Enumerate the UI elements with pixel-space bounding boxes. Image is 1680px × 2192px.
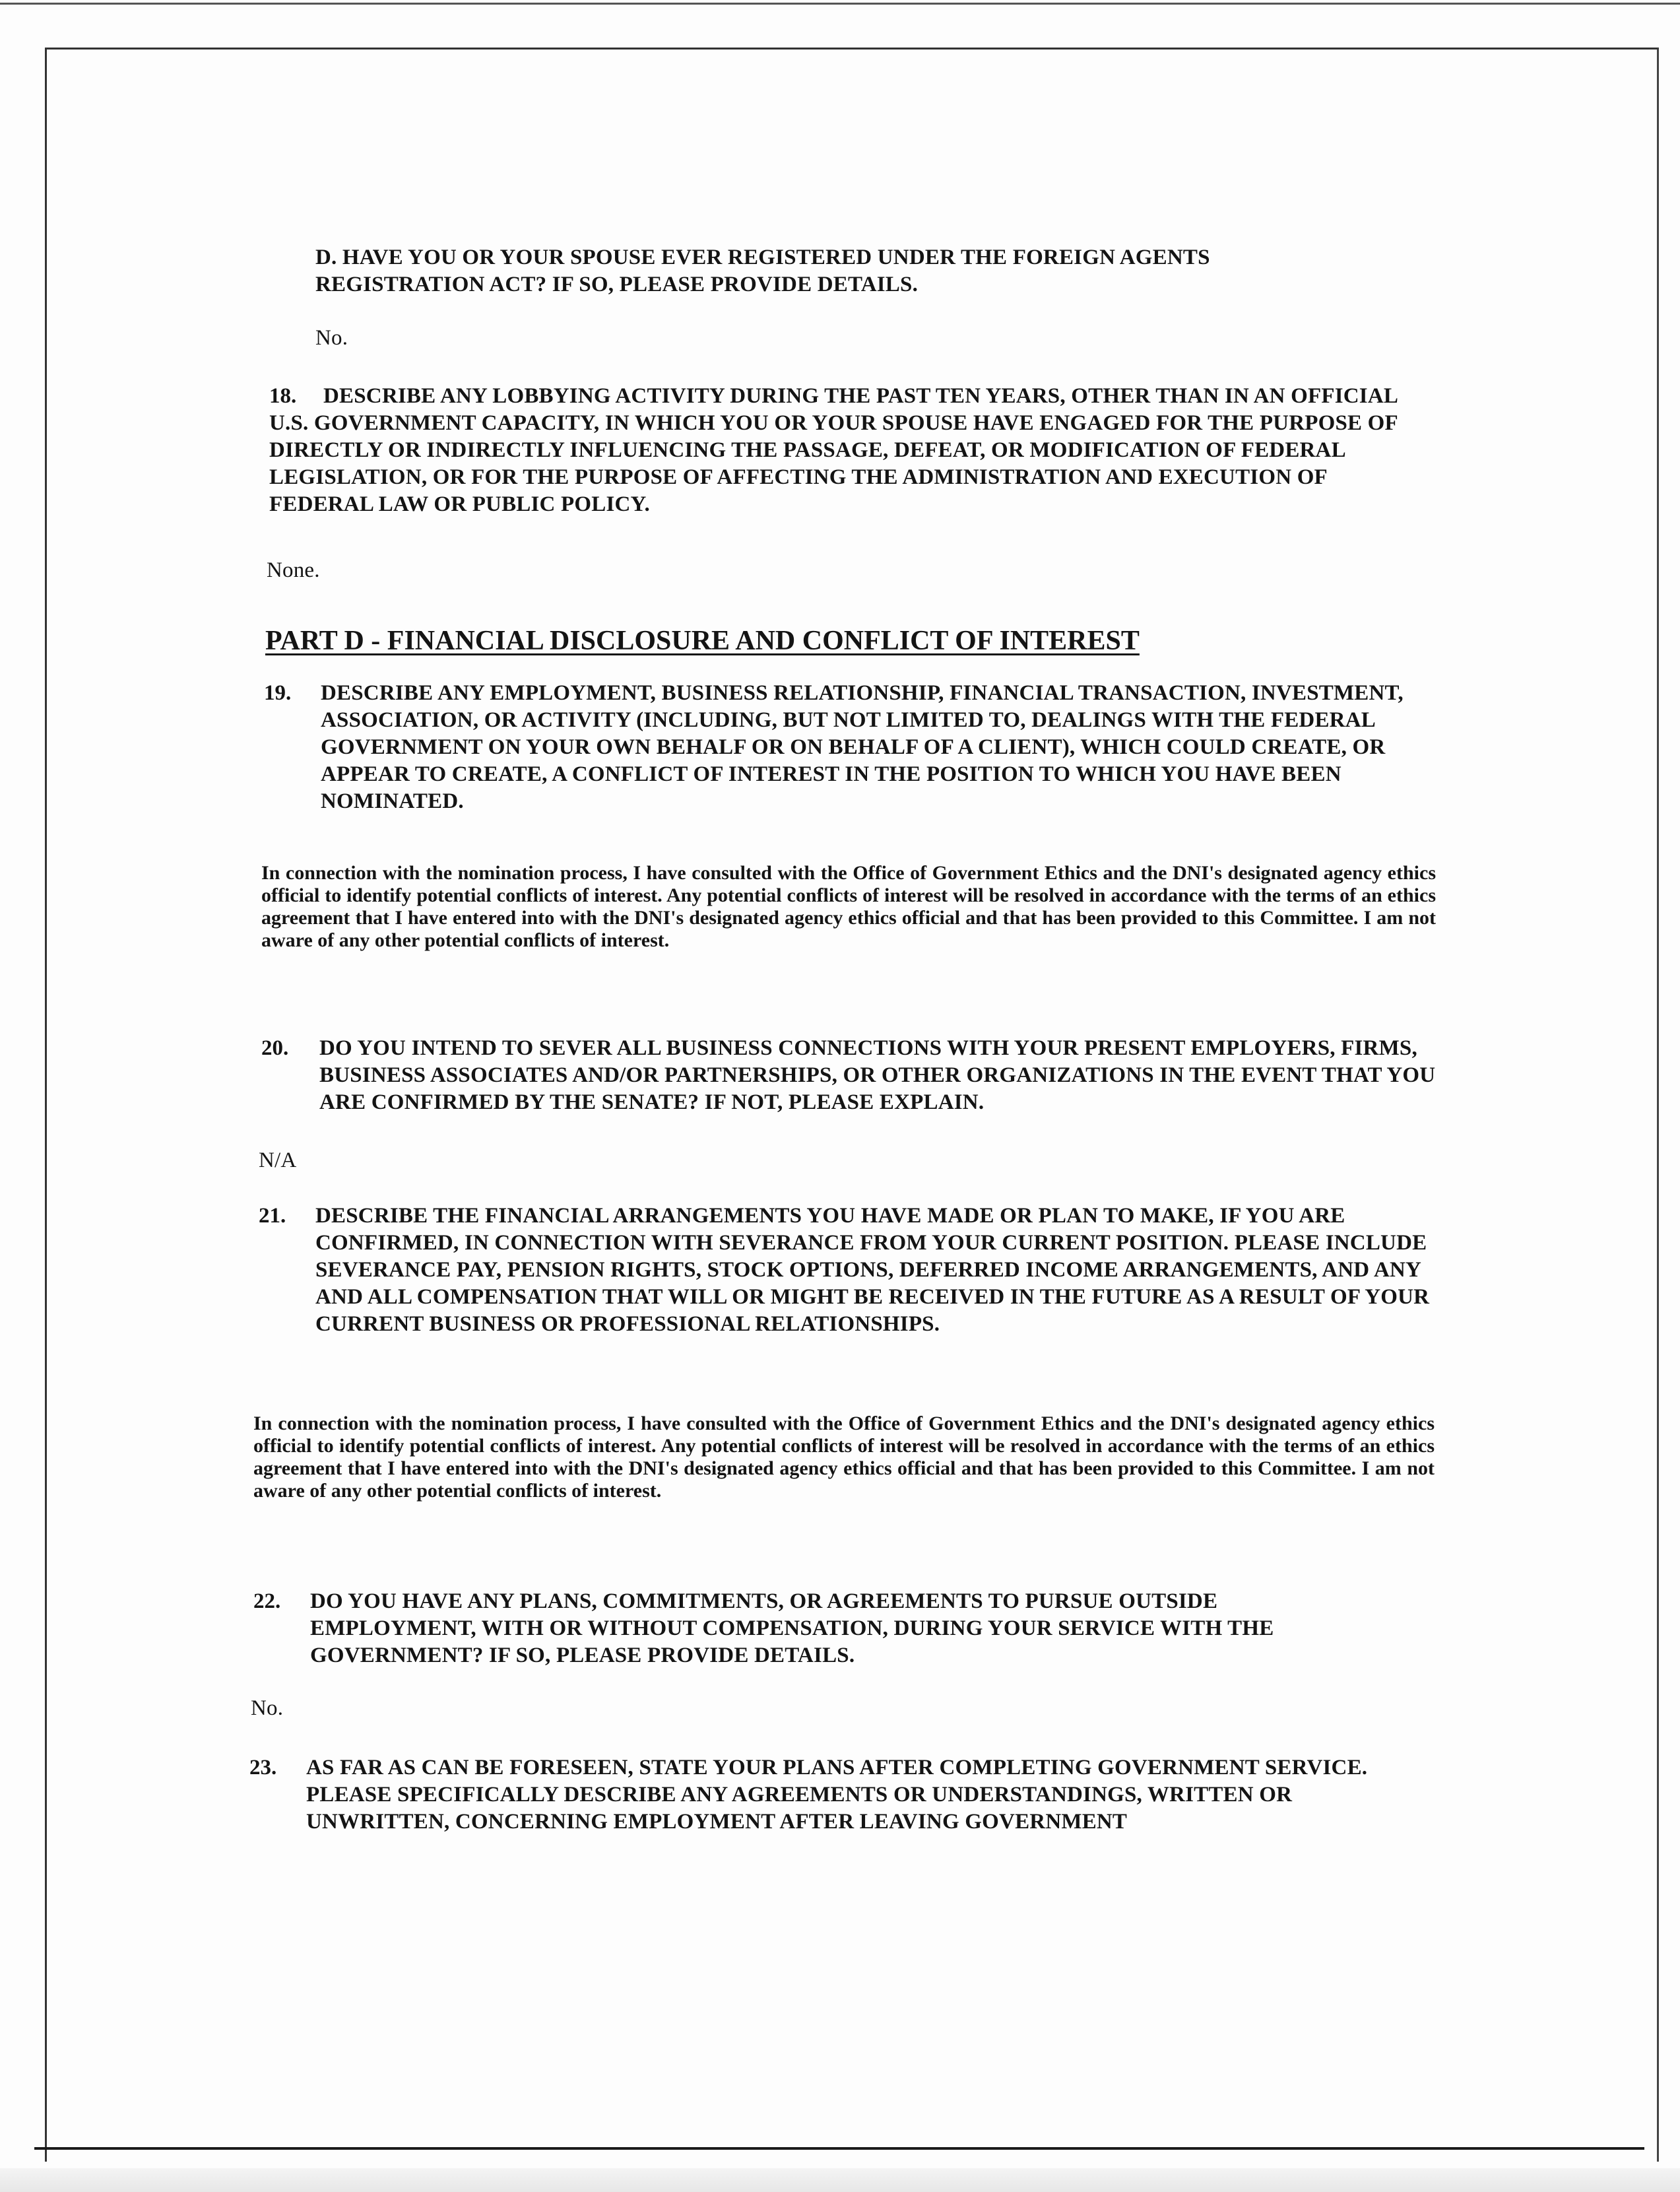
question-18-number: 18. xyxy=(269,384,297,408)
question-20-number: 20. xyxy=(261,1036,289,1060)
question-21: DESCRIBE THE FINANCIAL ARRANGEMENTS YOU HAVE MADE OR PLAN TO MAKE, IF YOU ARE CONFIRMED, IN CONNECTION WITH SEVERANCE FROM YOUR CURRENT POSITION. PLEASE INCLUDE SEVERANCE PAY, PENSION RIGHTS, STOCK OPTIONS, DEFERRED INCOME ARRANGEMENTS, AND ANY AND ALL COMPENSATION THAT WILL OR MIGHT BE RECEIVED IN THE FUTURE AS A RESULT OF YOUR CURRENT BUSINESS OR PROFESSIONAL RELATIONSHIPS. xyxy=(315,1204,1430,1336)
question-23: AS FAR AS CAN BE FORESEEN, STATE YOUR PLANS AFTER COMPLETING GOVERNMENT SERVICE. PLEASE SPECIFICALLY DESCRIBE ANY AGREEMENTS OR UNDERSTANDINGS, WRITTEN OR UNWRITTEN, CONCERNING EMPLOYMENT AFTER LEAVING GOVERNMENT xyxy=(306,1756,1368,1834)
question-22-number: 22. xyxy=(253,1589,281,1613)
page-bottom-rule xyxy=(34,2147,1644,2150)
question-23-number: 23. xyxy=(249,1756,277,1779)
answer-22: No. xyxy=(251,1696,284,1720)
scan-edge-top xyxy=(0,3,1680,5)
answer-21: In connection with the nomination process, I have consulted with the Office of Government Ethics and the DNI's designated agency ethics official to identify potential conflicts of interest. Any potential conflicts of interest will be resolved in accordance with the terms of an ethics agreement that I have entered into with the DNI's designated agency ethics official and that has been provided to this Committee. I am not aware of any other potential conflicts of interest. xyxy=(253,1412,1435,1502)
answer-18: None. xyxy=(267,558,320,582)
answer-20: N/A xyxy=(259,1148,297,1172)
question-19-number: 19. xyxy=(264,681,292,705)
question-19: DESCRIBE ANY EMPLOYMENT, BUSINESS RELATIONSHIP, FINANCIAL TRANSACTION, INVESTMENT, ASSOCIATION, OR ACTIVITY (INCLUDING, BUT NOT LIMITED TO, DEALINGS WITH THE FEDERAL GOVERNMENT ON YOUR OWN BEHALF OR ON BEHALF OF A CLIENT), WHICH COULD CREATE, OR APPEAR TO CREATE, A CONFLICT OF INTEREST IN THE POSITION TO WHICH YOU HAVE BEEN NOMINATED. xyxy=(321,681,1404,813)
question-18: DESCRIBE ANY LOBBYING ACTIVITY DURING THE PAST TEN YEARS, OTHER THAN IN AN OFFICIAL U.S. GOVERNMENT CAPACITY, IN WHICH YOU OR YOUR SPOUSE HAVE ENGAGED FOR THE PURPOSE OF DIRECTLY OR INDIRECTLY INFLUENCING THE PASSAGE, DEFEAT, OR MODIFICATION OF FEDERAL LEGISLATION, OR FOR THE PURPOSE OF AFFECTING THE ADMINISTRATION AND EXECUTION OF FEDERAL LAW OR PUBLIC POLICY. xyxy=(269,384,1398,516)
question-20: DO YOU INTEND TO SEVER ALL BUSINESS CONNECTIONS WITH YOUR PRESENT EMPLOYERS, FIRMS, BUSINESS ASSOCIATES AND/OR PARTNERSHIPS, OR OTHER ORGANIZATIONS IN THE EVENT THAT YOU ARE CONFIRMED BY THE SENATE? IF NOT, PLEASE EXPLAIN. xyxy=(319,1036,1436,1114)
scan-edge-bottom xyxy=(0,2168,1680,2192)
part-d-heading: PART D - FINANCIAL DISCLOSURE AND CONFLICT OF INTEREST xyxy=(265,626,1140,656)
question-21-number: 21. xyxy=(259,1204,286,1228)
answer-17d: No. xyxy=(315,326,348,350)
question-22: DO YOU HAVE ANY PLANS, COMMITMENTS, OR AGREEMENTS TO PURSUE OUTSIDE EMPLOYMENT, WITH OR WITHOUT COMPENSATION, DURING YOUR SERVICE WITH THE GOVERNMENT? IF SO, PLEASE PROVIDE DETAILS. xyxy=(310,1589,1274,1667)
question-17d: D. HAVE YOU OR YOUR SPOUSE EVER REGISTERED UNDER THE FOREIGN AGENTS REGISTRATION ACT? IF SO, PLEASE PROVIDE DETAILS. xyxy=(315,246,1210,296)
answer-19: In connection with the nomination process, I have consulted with the Office of Government Ethics and the DNI's designated agency ethics official to identify potential conflicts of interest. Any potential conflicts of interest will be resolved in accordance with the terms of an ethics agreement that I have entered into with the DNI's designated agency ethics official and that has been provided to this Committee. I am not aware of any other potential conflicts of interest. xyxy=(261,862,1436,951)
